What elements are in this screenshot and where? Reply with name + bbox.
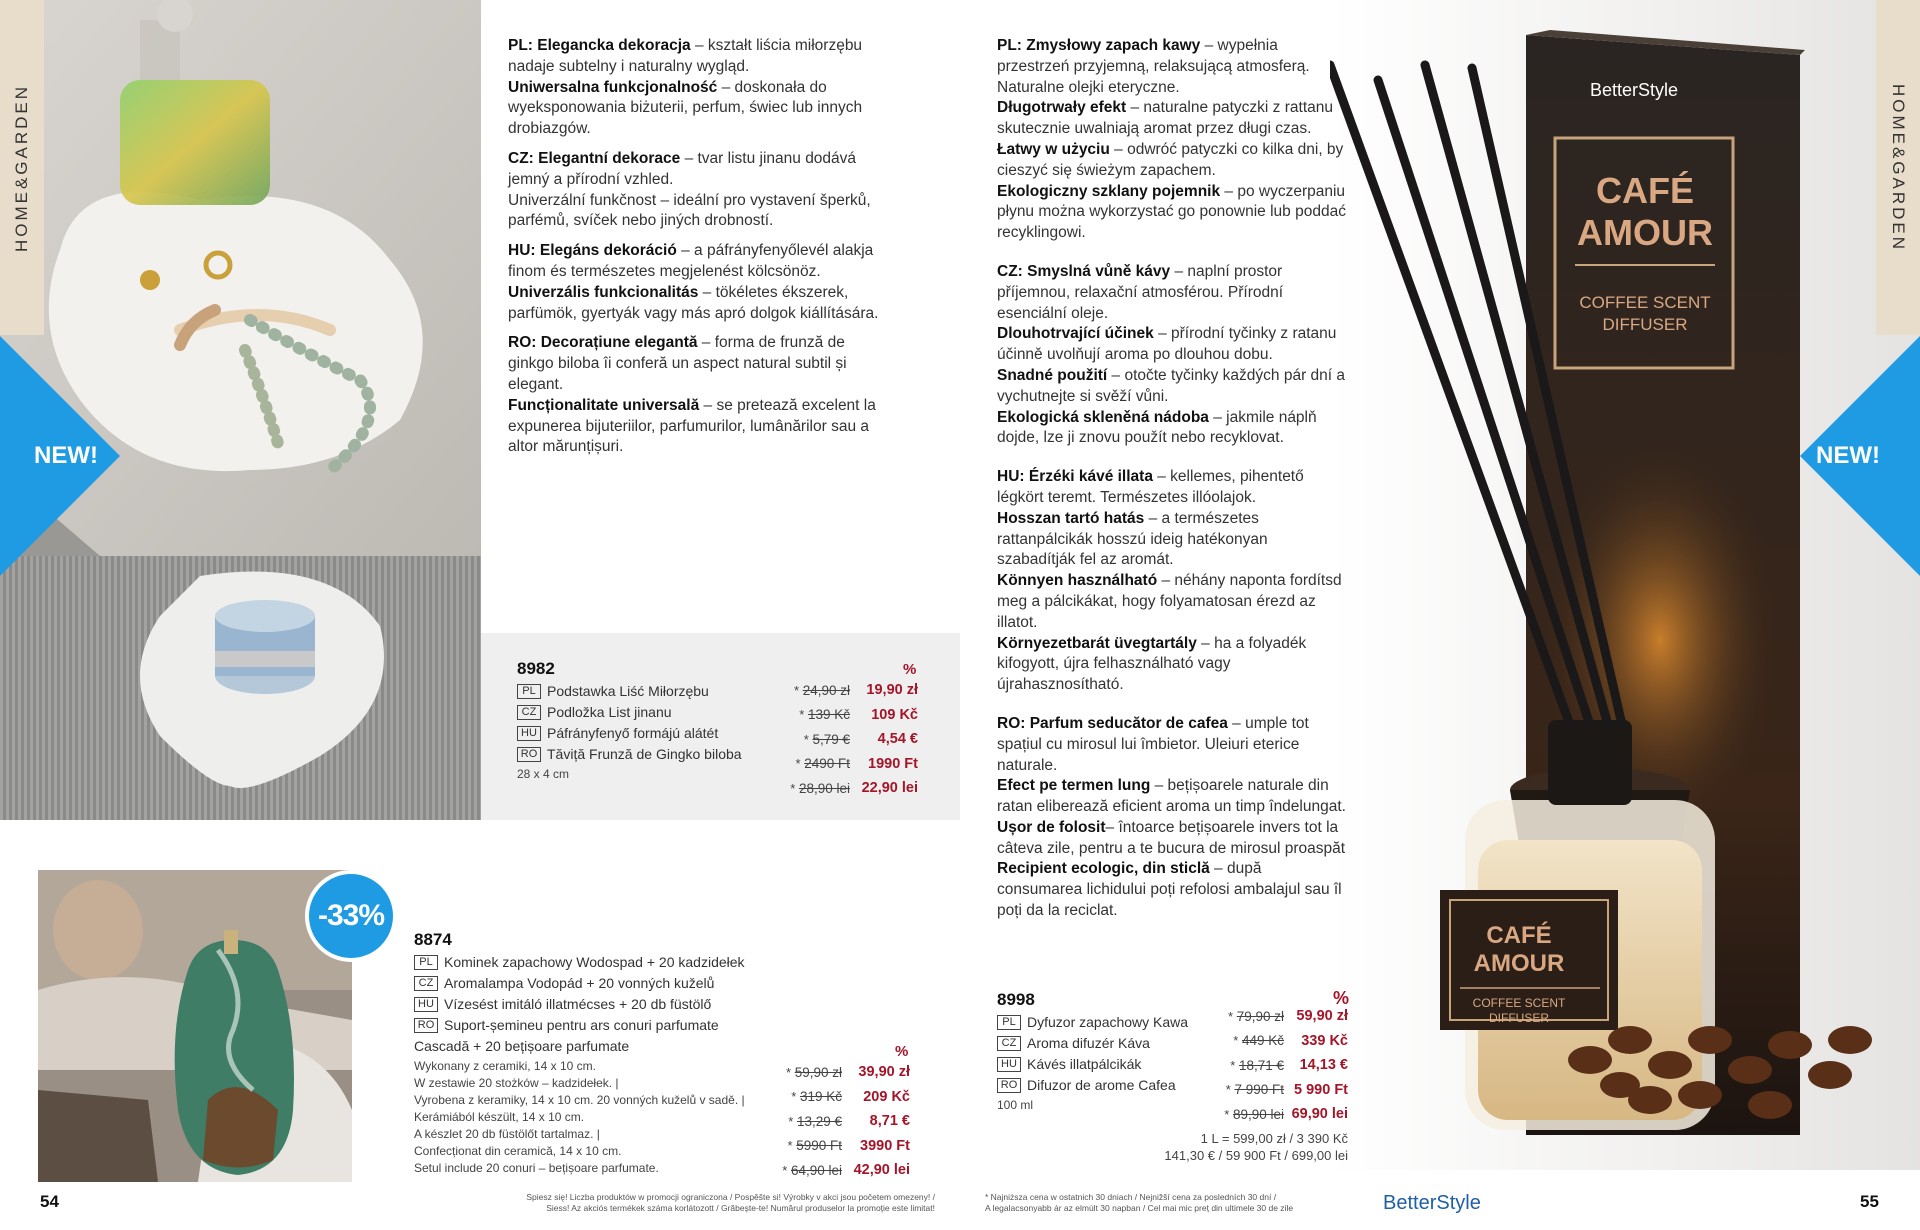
desc-title: Długotrwały efekt: [997, 99, 1127, 117]
new-price: 39,90 zł: [858, 1064, 910, 1081]
waterfall-old-prices: * 59,90 zł * 319 Kč * 13,29 € * 5990 Ft * 64,90 lei: [782, 1064, 842, 1178]
desc-body: – naturalne patyczki z rattanu skutecznie uwalniają aromat przez długi czas.: [997, 99, 1333, 138]
old-price: 18,71 €: [1238, 1057, 1284, 1073]
box-title-line: CAFÉ: [1596, 170, 1694, 211]
category-side-tab-left: [0, 0, 44, 335]
old-price: 24,90 zł: [802, 682, 850, 698]
desc-body: – după consumarea lichidului poți refolosi ambalajul sau îl poți da la reciclat.: [997, 860, 1342, 920]
footer-brand-logo: [1383, 1192, 1481, 1215]
product-name: Kominek zapachowy Wodospad + 20 kadzidełek: [444, 954, 745, 970]
desc-body: – se pretează excelent la expunerea bijuteriilor, parfumurilor, lumânărilor sau a altor mărunțișuri.: [508, 396, 876, 456]
old-price: 449 Kč: [1241, 1033, 1284, 1049]
lang-badge: CZ: [997, 1036, 1021, 1051]
new-price: 1990 Ft: [868, 755, 918, 772]
box-title: [1556, 170, 1734, 254]
lang-badge: HU: [997, 1057, 1021, 1072]
product-detail: Confecționat din ceramică, 14 x 10 cm.: [414, 1144, 622, 1158]
desc-title: Funcționalitate universală: [508, 396, 700, 414]
desc-body: – kształt liścia miłorzębu nadaje subtelny i naturalny wygląd.: [508, 37, 863, 75]
lang-badge: HU: [517, 726, 541, 741]
desc-body: – kellemes, pihentető légkört teremt. Természetes illóolajok.: [997, 468, 1304, 506]
unit-price: [1100, 1130, 1348, 1164]
desc-body: – otočte tyčinky každých pár dní a vychutnejte si svěží vůni.: [997, 366, 1346, 405]
new-price: 339 Kč: [1301, 1032, 1348, 1049]
desc-body: – ha a folyadék kifogyott, újra felhasználható vagy újrahasznosítható.: [997, 634, 1307, 694]
bottle-sub-line: COFFEE SCENT: [1472, 996, 1566, 1010]
new-price: 42,90 lei: [853, 1162, 910, 1179]
product-name: Podstawka Liść Miłorzębu: [547, 683, 709, 699]
desc-title: Ușor de folosit: [997, 818, 1106, 836]
desc-title: Uniwersalna funkcjonalność: [508, 78, 718, 96]
lang-badge: RO: [997, 1078, 1021, 1093]
product-name: Páfrányfenyő formájú alátét: [547, 725, 719, 741]
lang-badge: CZ: [517, 705, 541, 720]
desc-title: CZ: Elegantní dekorace: [508, 149, 681, 167]
new-price: 3990 Ft: [860, 1137, 910, 1154]
desc-body: – doskonała do wyeksponowania biżuterii, perfum, świec lub innych drobiazgów.: [508, 78, 863, 138]
desc-title: Univerzális funkcionalitás: [508, 283, 699, 301]
old-price: 64,90 lei: [790, 1162, 842, 1178]
desc-title: Łatwy w użyciu: [997, 140, 1110, 158]
desc-body: – umple tot spațiul cu mirosul lui îmbietor. Uleiuri eterice naturale.: [997, 714, 1309, 774]
category-label-left: HOME&GARDEN: [12, 83, 32, 252]
lang-badge: HU: [414, 997, 438, 1012]
footer-note-line: Siess! Az akciós termékek száma korlátozott / Grăbește-te! Numărul produselor la promoție este limitat!: [546, 1203, 935, 1213]
new-badge-right-label: NEW!: [1816, 442, 1880, 469]
desc-title: Recipient ecologic, din sticlă: [997, 860, 1210, 878]
footer-note-line: A legalacsonyabb ár az elmúlt 30 napban / Cel mai mic preț din ultimele 30 de zile: [985, 1203, 1294, 1213]
product-detail: Vyrobena z keramiky, 14 x 10 cm. 20 vonných kuželů v sadě. |: [414, 1093, 745, 1107]
product-detail: Wykonany z ceramiki, 14 x 10 cm.: [414, 1059, 596, 1073]
product-name-cont: Cascadă + 20 bețișoare parfumate: [414, 1038, 630, 1054]
footer-note-line: Spiesz się! Liczba produktów w promocji ograniczona / Pospěšte si! Výrobky v akci jsou početem omezeny! /: [526, 1192, 935, 1202]
desc-body: – întoarce bețișoarele invers tot la câteva zile, pentru a te bucura de mirosul proaspăt: [997, 818, 1346, 857]
desc-title: PL: Zmysłowy zapach kawy: [997, 37, 1201, 54]
bottle-label-title: [1440, 922, 1598, 978]
bottle-title-line: AMOUR: [1473, 950, 1565, 977]
new-price: 5 990 Ft: [1294, 1081, 1348, 1098]
desc-title: CZ: Smyslná vůně kávy: [997, 262, 1171, 280]
old-price: 89,90 lei: [1232, 1106, 1284, 1122]
discount-percent-label: %: [895, 1043, 909, 1060]
desc-body: – přírodní tyčinky z ratanu účinně uvolňují aroma po dlouhou dobu.: [997, 325, 1337, 364]
old-price: 2490 Ft: [804, 756, 850, 772]
product-code: 8998: [997, 990, 1035, 1009]
footer-note-line: * Najniższa cena w ostatnich 30 dniach / Nejnižší cena za posledních 30 dní /: [985, 1192, 1277, 1202]
desc-body: – bețișoarele naturale din ratan eliberează eficient aroma un timp îndelungat.: [997, 777, 1346, 816]
page-number-left: 54: [40, 1192, 59, 1211]
product-name: Kávés illatpálcikák: [1027, 1056, 1142, 1072]
product-detail: Setul include 20 conuri – bețișoare parfumate.: [414, 1161, 659, 1175]
desc-title: RO: Decorațiune elegantă: [508, 334, 698, 352]
lang-badge: PL: [997, 1015, 1021, 1030]
desc-body: – forma de frunză de ginkgo biloba îi conferă un aspect natural subtil și elegant.: [508, 334, 847, 393]
new-price: 22,90 lei: [861, 780, 918, 797]
footer-note-right: [985, 1192, 1365, 1214]
product-size: 28 x 4 cm: [517, 767, 570, 781]
bottle-sub-line: DIFFUSER: [1489, 1011, 1549, 1025]
product-detail: W zestawie 20 stożków – kadzidełek. |: [414, 1076, 619, 1090]
ginkgo-candle-photo: [0, 556, 481, 820]
lang-badge: CZ: [414, 976, 438, 991]
new-price: 8,71 €: [869, 1113, 910, 1130]
desc-body: – a páfrányfenyőlevél alakja finom és természetes megjelenést kölcsönöz.: [508, 242, 874, 280]
desc-title: Dlouhotrvající účinek: [997, 325, 1154, 343]
desc-body: – néhány naponta fordítsd meg a pálcikákat, hogy folyamatosan érezd az illatot.: [997, 572, 1342, 631]
new-price: 209 Kč: [863, 1088, 910, 1105]
category-label-right: HOME&GARDEN: [1889, 83, 1909, 252]
old-price: 5990 Ft: [796, 1138, 842, 1154]
new-price: 19,90 zł: [866, 682, 918, 699]
new-price: 69,90 lei: [1291, 1106, 1348, 1123]
ginkgo-new-prices: [850, 678, 918, 801]
product-size: 100 ml: [997, 1098, 1034, 1112]
desc-title: Snadné použití: [997, 366, 1108, 384]
new-price: 14,13 €: [1299, 1057, 1348, 1074]
desc-body: – tvar listu jinanu dodává jemný a přírodní vzhled.: [508, 149, 857, 188]
coffee-old-prices: * 79,90 zł * 449 Kč * 18,71 € * 7 990 Ft * 89,90 lei: [1224, 1008, 1284, 1122]
product-code: 8982: [517, 659, 555, 678]
lang-badge: RO: [414, 1018, 438, 1033]
footer-note-left: [480, 1192, 935, 1214]
discount-percent-label: %: [1333, 988, 1350, 1008]
desc-title: Könnyen használható: [997, 572, 1158, 590]
old-price: 59,90 zł: [794, 1064, 842, 1080]
box-subtitle-line: COFFEE SCENT: [1579, 293, 1711, 312]
desc-body: – odwróć patyczki co kilka dni, by cieszyć się świeżym zapachem.: [997, 140, 1344, 179]
product-name: Aromalampa Vodopád + 20 vonných kuželů: [444, 975, 715, 991]
desc-title: HU: Érzéki kávé illata: [997, 468, 1153, 486]
old-price: 5,79 €: [812, 731, 850, 747]
desc-title: Ekologická skleněná nádoba: [997, 408, 1209, 426]
ginkgo-description: [508, 36, 893, 467]
desc-body: – jakmile náplň dojde, lze ji znovu použít nebo recyklovat.: [997, 408, 1317, 447]
product-name: Difuzor de arome Cafea: [1027, 1077, 1176, 1093]
old-price: 319 Kč: [799, 1089, 842, 1105]
desc-title: HU: Elegáns dekoráció: [508, 242, 677, 260]
box-title-line: AMOUR: [1577, 212, 1713, 253]
box-brand: BetterStyle: [1590, 80, 1679, 100]
discount-badge-label: -33%: [317, 899, 385, 932]
new-badge-left-label: NEW!: [34, 442, 98, 469]
product-name: Podložka List jinanu: [547, 704, 672, 720]
desc-title: PL: Elegancka dekoracja: [508, 37, 691, 54]
desc-body: – tökéletes ékszerek, parfümök, gyertyák vagy más apró dolgok kiállítására.: [508, 283, 879, 322]
lang-badge: PL: [414, 955, 438, 970]
desc-title: Ekologiczny szklany pojemnik: [997, 182, 1221, 200]
product-detail: A készlet 20 db füstölőt tartalmaz. |: [414, 1127, 600, 1141]
product-name-row: [517, 742, 777, 766]
old-price: 79,90 zł: [1236, 1008, 1284, 1024]
new-price: 4,54 €: [877, 731, 918, 748]
desc-body: Univerzální funkčnost – ideální pro vystavení šperků, parfémů, svíček nebo jiných drobností.: [508, 191, 871, 230]
desc-body: – naplní prostor příjemnou, relaxační atmosférou. Přírodní esenciální oleje.: [997, 262, 1284, 322]
desc-title: Efect pe termen lung: [997, 777, 1151, 795]
product-name: Dyfuzor zapachowy Kawa: [1027, 1014, 1189, 1030]
bottle-label-sub: [1440, 996, 1598, 1026]
desc-body: – po wyczerpaniu płynu można wykorzystać go ponownie lub poddać recyklingowi.: [997, 182, 1346, 242]
box-subtitle-line: DIFFUSER: [1602, 315, 1688, 334]
lang-badge: PL: [517, 684, 541, 699]
page-number-right: 55: [1860, 1192, 1879, 1211]
product-code: 8874: [414, 930, 452, 949]
desc-title: Hosszan tartó hatás: [997, 509, 1145, 527]
unit-price-line: 141,30 € / 59 900 Ft / 699,00 lei: [1164, 1148, 1348, 1163]
category-side-tab-right: [1876, 0, 1920, 335]
desc-title: RO: Parfum seducător de cafea: [997, 714, 1228, 732]
product-name: Vízesést imitáló illatmécses + 20 db füstölő: [444, 996, 712, 1012]
lang-badge: RO: [517, 747, 541, 762]
product-name: Tăviță Frunză de Gingko biloba: [547, 746, 742, 762]
discount-badge: [305, 870, 397, 962]
waterfall-product-info: [414, 930, 754, 1177]
old-price: 28,90 lei: [798, 780, 850, 796]
footer-brand: BetterStyle: [1383, 1192, 1481, 1214]
desc-title: Környezetbarát üvegtartály: [997, 634, 1197, 652]
product-name: Aroma difuzér Káva: [1027, 1035, 1150, 1051]
unit-price-line: 1 L = 599,00 zł / 3 390 Kč: [1200, 1131, 1348, 1146]
new-price: 59,90 zł: [1296, 1008, 1348, 1025]
new-price: 109 Kč: [871, 706, 918, 723]
coffee-description: [997, 36, 1349, 931]
product-name: Suport-șemineu pentru ars conuri parfumate: [444, 1017, 719, 1033]
old-price: 13,29 €: [796, 1113, 842, 1129]
desc-body: – wypełnia przestrzeń przyjemną, relaksującą atmosferą. Naturalne olejki eteryczne.: [997, 37, 1310, 96]
product-name-row: [997, 1073, 1217, 1097]
discount-percent-label: %: [903, 661, 917, 678]
product-detail: Kerámiából készült, 14 x 10 cm.: [414, 1110, 585, 1124]
desc-body: – a természetes rattanpálcikák hosszú ideig hatékonyan szabadítják fel az aromát.: [997, 509, 1268, 569]
box-subtitle: [1556, 292, 1734, 336]
bottle-title-line: CAFÉ: [1486, 922, 1552, 949]
ginkgo-old-prices: * 24,90 zł * 139 Kč * 5,79 € * 2490 Ft * 28,90 lei: [790, 682, 850, 796]
ginkgo-product-info: [517, 659, 777, 783]
old-price: 139 Kč: [807, 707, 850, 723]
waterfall-new-prices: [842, 1060, 910, 1183]
old-price: 7 990 Ft: [1234, 1082, 1284, 1098]
coffee-product-info: [997, 990, 1217, 1114]
coffee-new-prices: [1284, 1004, 1348, 1127]
